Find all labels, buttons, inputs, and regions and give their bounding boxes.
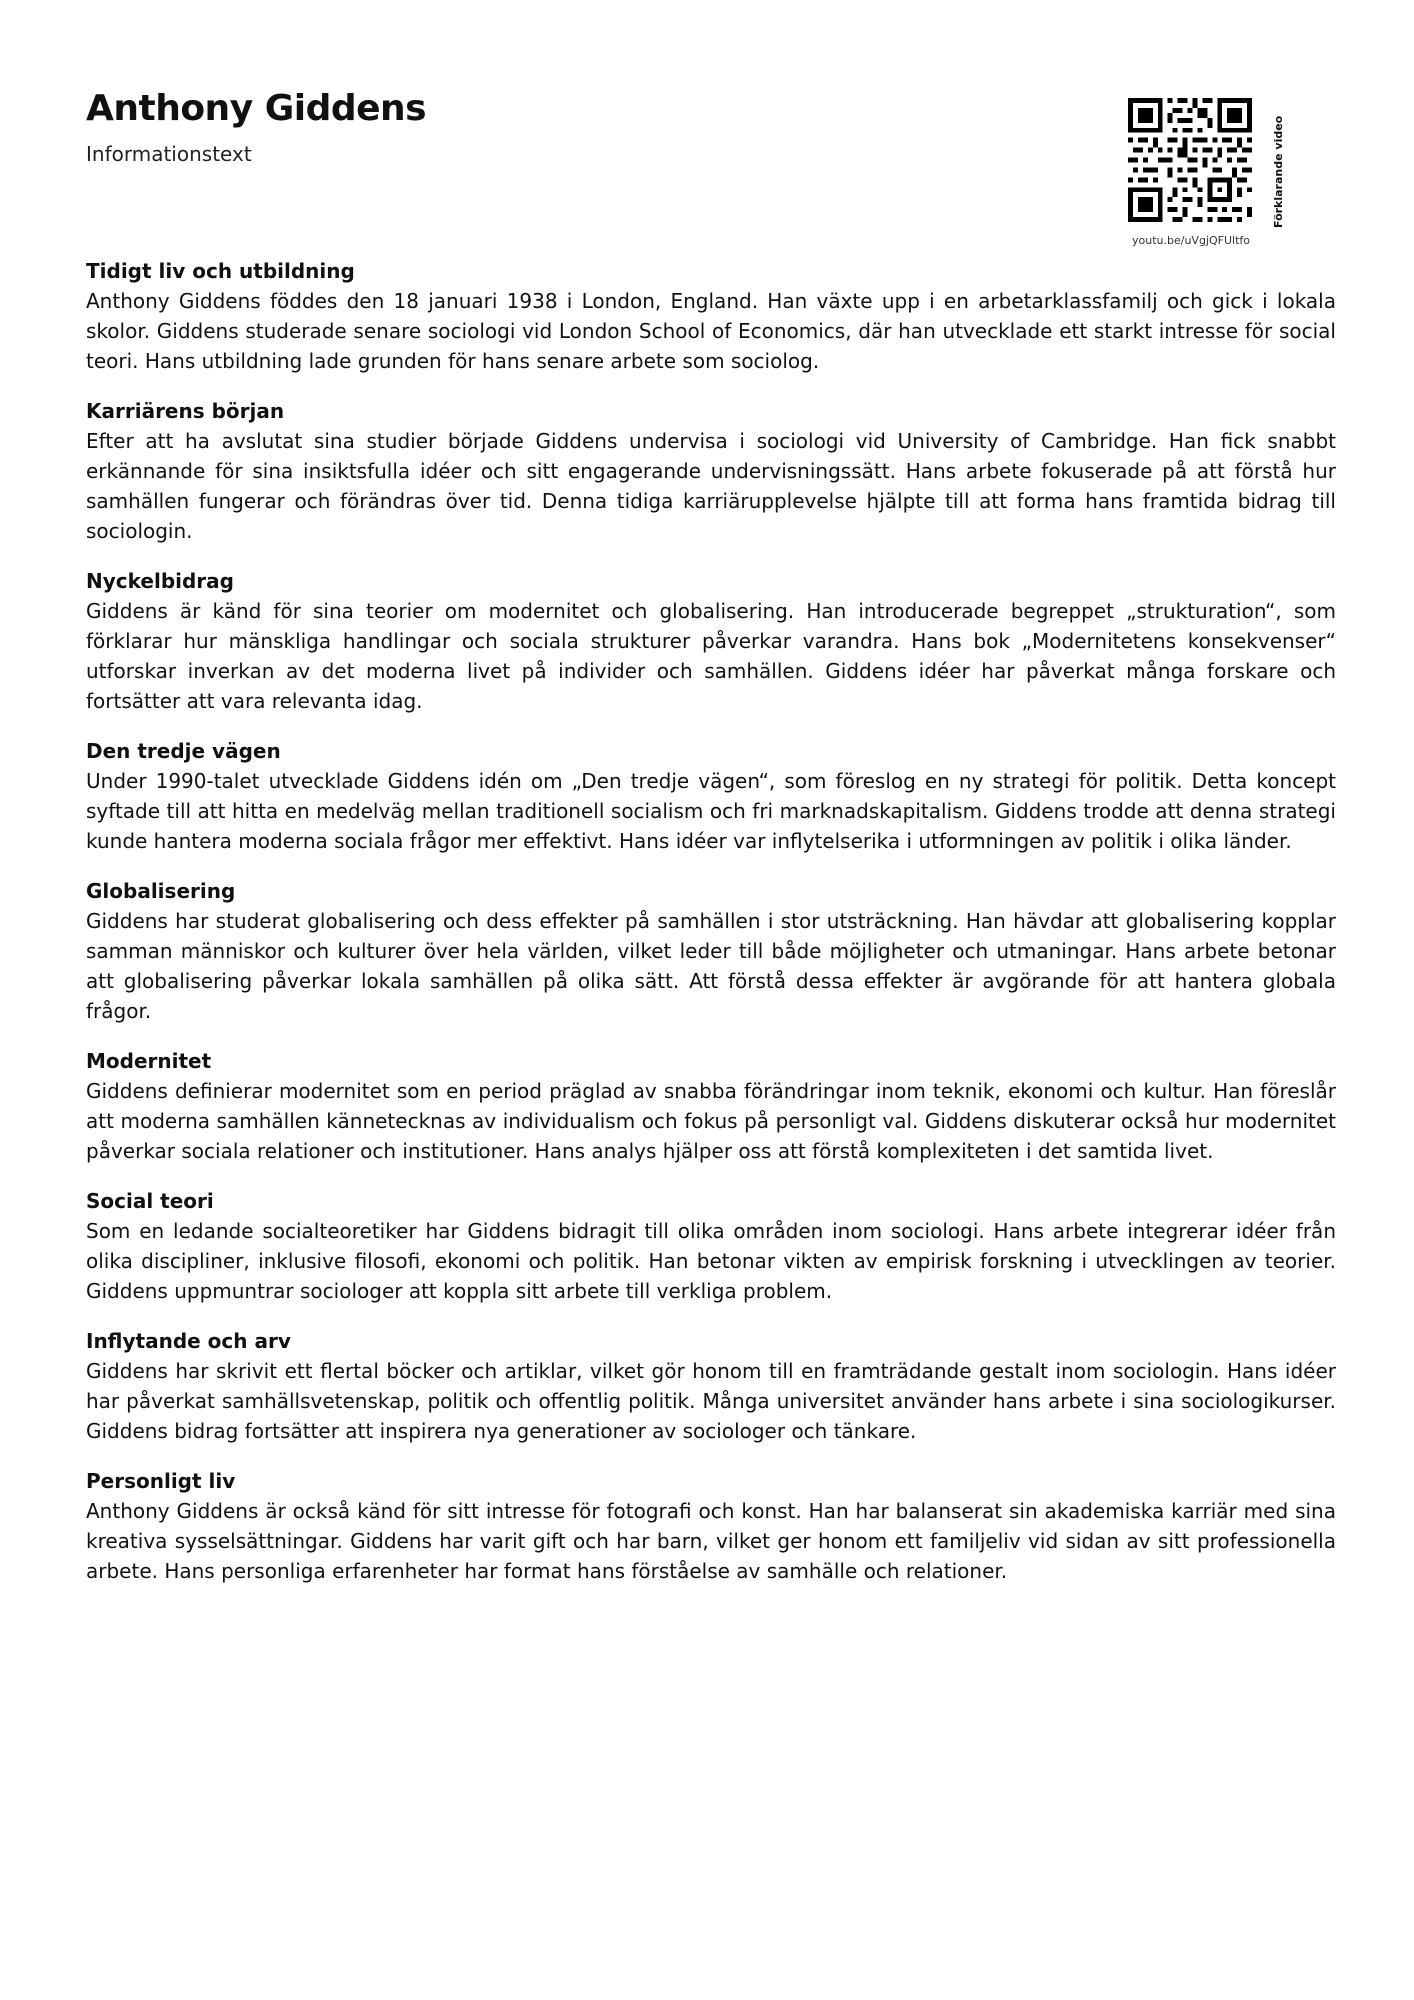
section-key-contributions: [86, 566, 1336, 716]
section-heading: Personligt liv: [86, 1469, 236, 1493]
section-body: Giddens har skrivit ett flertal böcker och artiklar, vilket gör honom till en framträdande gestalt inom sociologin. Hans idéer har påverkat samhällsvetenskap, politik och offentlig politik. Många universitet använder hans arbete i sina sociologikurser. Giddens bidrag fortsätter att inspirera nya generationer av sociologer och tänkare.: [86, 1359, 1336, 1443]
section-heading: Modernitet: [86, 1049, 212, 1073]
section-personal-life: [86, 1466, 1336, 1586]
section-heading: Inflytande och arv: [86, 1329, 291, 1353]
section-career-start: [86, 396, 1336, 546]
qr-code-icon: [1128, 98, 1252, 222]
section-body: Efter att ha avslutat sina studier började Giddens undervisa i sociologi vid University of Cambridge. Han fick snabbt erkännande för sina insiktsfulla idéer och sitt engagerande undervisningssätt. Hans arbete fokuserade på att förstå hur samhällen fungerar och förändras över tid. Denna tidiga karriärupplevelse hjälpte till att forma hans framtida bidrag till sociologin.: [86, 429, 1336, 543]
section-body: Giddens har studerat globalisering och dess effekter på samhällen i stor utsträckning. Han hävdar att globalisering kopplar samman människor och kulturer över hela världen, vilket leder till både möjligheter och utmaningar. Hans arbete betonar att globalisering påverkar lokala samhällen på olika sätt. Att förstå dessa effekter är avgörande för att hantera globala frågor.: [86, 909, 1336, 1023]
section-influence-legacy: [86, 1326, 1336, 1446]
section-body: Anthony Giddens föddes den 18 januari 1938 i London, England. Han växte upp i en arbetarklassfamilj och gick i lokala skolor. Giddens studerade senare sociologi vid London School of Economics, där han utvecklade ett starkt intresse för social teori. Hans utbildning lade grunden för hans senare arbete som sociolog.: [86, 289, 1336, 373]
qr-side-label: Förklarande video: [1272, 115, 1285, 229]
section-early-life: [86, 256, 1336, 376]
section-body: Giddens definierar modernitet som en period präglad av snabba förändringar inom teknik, ekonomi och kultur. Han föreslår att moderna samhällen kännetecknas av individualism och fokus på personligt val. Giddens diskuterar också hur modernitet påverkar sociala relationer och institutioner. Hans analys hjälper oss att förstå komplexiteten i det samtida livet.: [86, 1079, 1336, 1163]
section-modernity: [86, 1046, 1336, 1166]
section-social-theory: [86, 1186, 1336, 1306]
section-heading: Tidigt liv och utbildning: [86, 259, 355, 283]
page-title: Anthony Giddens: [86, 88, 427, 129]
section-body: Som en ledande socialteoretiker har Giddens bidragit till olika områden inom sociologi. Hans arbete integrerar idéer från olika discipliner, inklusive filosofi, ekonomi och politik. Han betonar vikten av empirisk forskning i utvecklingen av teorier. Giddens uppmuntrar sociologer att koppla sitt arbete till verkliga problem.: [86, 1219, 1336, 1303]
section-heading: Karriärens början: [86, 399, 285, 423]
section-heading: Nyckelbidrag: [86, 569, 234, 593]
document-body: [86, 256, 1336, 1606]
qr-code[interactable]: [1128, 98, 1252, 222]
qr-url[interactable]: youtu.be/uVgjQFUltfo: [1132, 234, 1250, 247]
section-globalization: [86, 876, 1336, 1026]
section-heading: Den tredje vägen: [86, 739, 281, 763]
section-body: Giddens är känd för sina teorier om modernitet och globalisering. Han introducerade begreppet „strukturation“, som förklarar hur mänskliga handlingar och sociala strukturer påverkar varandra. Hans bok „Modernitetens konsekvenser“ utforskar inverkan av det moderna livet på individer och samhällen. Giddens idéer har påverkat många forskare och fortsätter att vara relevanta idag.: [86, 599, 1336, 713]
section-third-way: [86, 736, 1336, 856]
section-body: Under 1990-talet utvecklade Giddens idén om „Den tredje vägen“, som föreslog en ny strategi för politik. Detta koncept syftade till att hitta en medelväg mellan traditionell socialism och fri marknadskapitalism. Giddens trodde att denna strategi kunde hantera moderna sociala frågor mer effektivt. Hans idéer var inflytelserika i utformningen av politik i olika länder.: [86, 769, 1336, 853]
section-heading: Globalisering: [86, 879, 236, 903]
page-subtitle: Informationstext: [86, 142, 252, 166]
section-heading: Social teori: [86, 1189, 214, 1213]
section-body: Anthony Giddens är också känd för sitt intresse för fotografi och konst. Han har balanserat sin akademiska karriär med sina kreativa sysselsättningar. Giddens har varit gift och har barn, vilket ger honom ett familjeliv vid sidan av sitt professionella arbete. Hans personliga erfarenheter har format hans förståelse av samhälle och relationer.: [86, 1499, 1336, 1583]
